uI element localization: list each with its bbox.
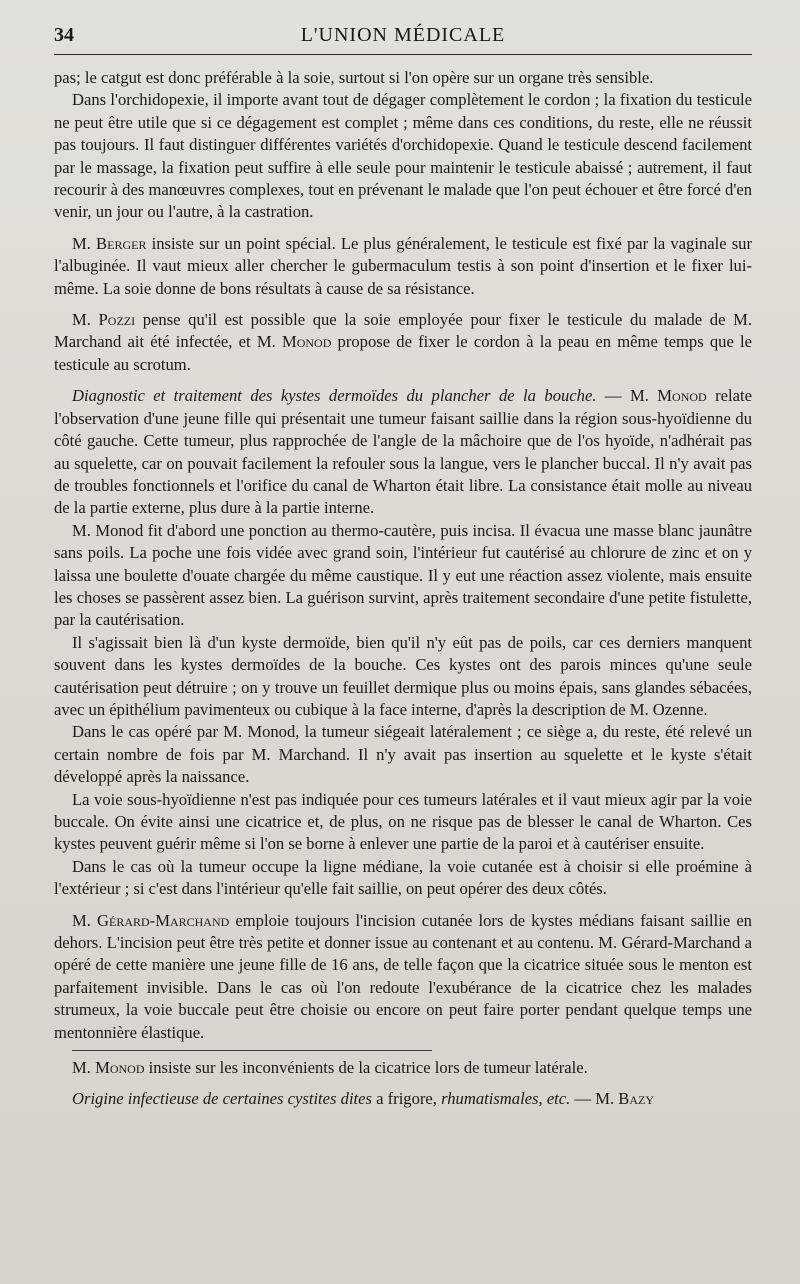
speaker-name: Bazy bbox=[618, 1089, 654, 1109]
speaker-name: Monod bbox=[281, 332, 332, 352]
separator-rule bbox=[72, 1050, 432, 1051]
page-number: 34 bbox=[54, 24, 74, 46]
paragraph-1: pas; le catgut est donc préférable à la soie, surtout si l'on opère sur un organe très sensible. bbox=[54, 68, 654, 87]
paragraph-11: M. Gérard-Marchand emploie toujours l'incision cutanée lors de kystes médians faisant saillie en dehors. L'incision peut être très petite et donner issue au contenant et au contenu. M. Gérard-Marchand a opéré de cette manière une jeune fille de 16 ans, de telle façon que la cicatrice située sous le menton est parfaitement invisible. Dans le cas où l'on redoute l'exubérance de la cicatrice chez les malades strumeux, la voie buccale peut être choisie ou encore on peut faire porter pendant quelque temps une mentonnière élastique. bbox=[54, 910, 752, 1042]
paragraph-10: Dans le cas où la tumeur occupe la ligne médiane, la voie cutanée est à choisir si elle proémine à l'extérieur ; si c'est dans l'intérieur qu'elle fait saillie, on peut opérer des deux côtés. bbox=[54, 856, 752, 899]
section-title: Origine infectieuse de certaines cystites dites bbox=[72, 1089, 372, 1109]
speaker-name: Gérard-Marchand bbox=[97, 910, 230, 930]
section-title: Diagnostic et traitement des kystes dermoïdes du plancher de la bouche. bbox=[72, 386, 597, 406]
speaker-name: Berger bbox=[96, 233, 147, 253]
paragraph-8: Dans le cas opéré par M. Monod, la tumeur siégeait latéralement ; ce siège a, du reste, été relevé un certain nombre de fois par M. Marchand. Il n'y avait pas insertion au squelette et le kyste s'était développé après la naissance. bbox=[54, 722, 752, 787]
paragraph-3: M. Berger insiste sur un point spécial. Le plus généralement, le testicule est fixé par la vaginale sur l'albuginée. Il vaut mieux aller chercher le gubermaculum testis à son point d'insertion et le fixer lui-même. La soie donne de bons résultats à cause de sa résistance. bbox=[54, 233, 752, 298]
paragraph-9: La voie sous-hyoïdienne n'est pas indiquée pour ces tumeurs latérales et il vaut mieux agir par la voie buccale. On évite ainsi une cicatrice et, de plus, on ne risque pas de blesser le canal de Wharton. Ces kystes peuvent guérir même si l'on se borne à enlever une partie de la paroi et à cautériser ensuite. bbox=[54, 789, 752, 854]
running-head: L'UNION MÉDICALE bbox=[300, 24, 506, 46]
header-rule bbox=[54, 54, 752, 55]
speaker-name: Pozzi bbox=[98, 310, 136, 330]
paragraph-12: M. Monod insiste sur les inconvénients de la cicatrice lors de tumeur latérale. bbox=[72, 1058, 588, 1078]
section-paragraph-kystes: Diagnostic et traitement des kystes dermoïdes du plancher de la bouche. — M. Monod relate l'observation d'une jeune fille qui présentait une tumeur faisant saillie dans la région sous-hyoïdienne du côté gauche. Cette tumeur, plus rapprochée de l'angle de la mâchoire que de l'os hyoïde, n'adhérait pas au squelette, car on pouvait facilement la refouler sous la langue, vers le plancher buccal. Il n'y avait pas de troubles fonctionnels et l'orifice du canal de Wharton était libre. La consistance était molle au niveau de la partie externe, plus dure à la partie interne. bbox=[54, 386, 752, 518]
paragraph-7: Il s'agissait bien là d'un kyste dermoïde, bien qu'il n'y eût pas de poils, car ces derniers manquent souvent dans les kystes dermoïdes de la bouche. Ces kystes ont des parois minces qu'une seule cautérisation peut détruire ; on y trouve un feuillet dermique plus ou moins épais, sans glandes sébacées, avec un épithélium pavimenteux ou cubique à la face interne, d'après la description de M. Ozenne. bbox=[54, 632, 752, 719]
paragraph-2: Dans l'orchidopexie, il importe avant tout de dégager complètement le cordon ; la fixation du testicule ne peut être utile que si ce dégagement est complet ; même dans ces conditions, du reste, elle ne réussit pas toujours. Il faut distinguer différentes variétés d'orchidopexie. Quand le testicule descend facilement par le massage, la fixation peut suffire à elle seule pour maintenir le testicule abaissé ; autrement, il faut recourir à des manœuvres complexes, tout en prévenant le malade que l'on peut échouer et être forcé d'en venir, un jour ou l'autre, à la castration. bbox=[54, 90, 753, 222]
article-body bbox=[54, 67, 752, 1111]
speaker-name: Monod bbox=[95, 1058, 145, 1078]
page-header bbox=[54, 20, 752, 54]
section-paragraph-cystites: Origine infectieuse de certaines cystites dites a frigore, rhumatismales, etc. — M. Bazy bbox=[72, 1089, 654, 1109]
paragraph-4: M. Pozzi pense qu'il est possible que la soie employée pour fixer le testicule du malade de M. Marchand ait été infectée, et M. Monod propose de fixer le cordon à la peau en même temps que le testicule au scrotum. bbox=[54, 310, 752, 374]
speaker-name: Monod bbox=[657, 386, 707, 406]
paragraph-6: M. Monod fit d'abord une ponction au thermo-cautère, puis incisa. Il évacua une masse blanc jaunâtre sans poils. La poche une fois vidée avec grand soin, l'intérieur fut cautérisé au chlorure de zinc et on y laissa une boulette d'ouate chargée du même caustique. Il y eut une réaction assez violente, mais ensuite les choses se passèrent assez bien. La guérison survint, après traitement secondaire d'une petite fistulette, par la cautérisation. bbox=[54, 520, 752, 630]
